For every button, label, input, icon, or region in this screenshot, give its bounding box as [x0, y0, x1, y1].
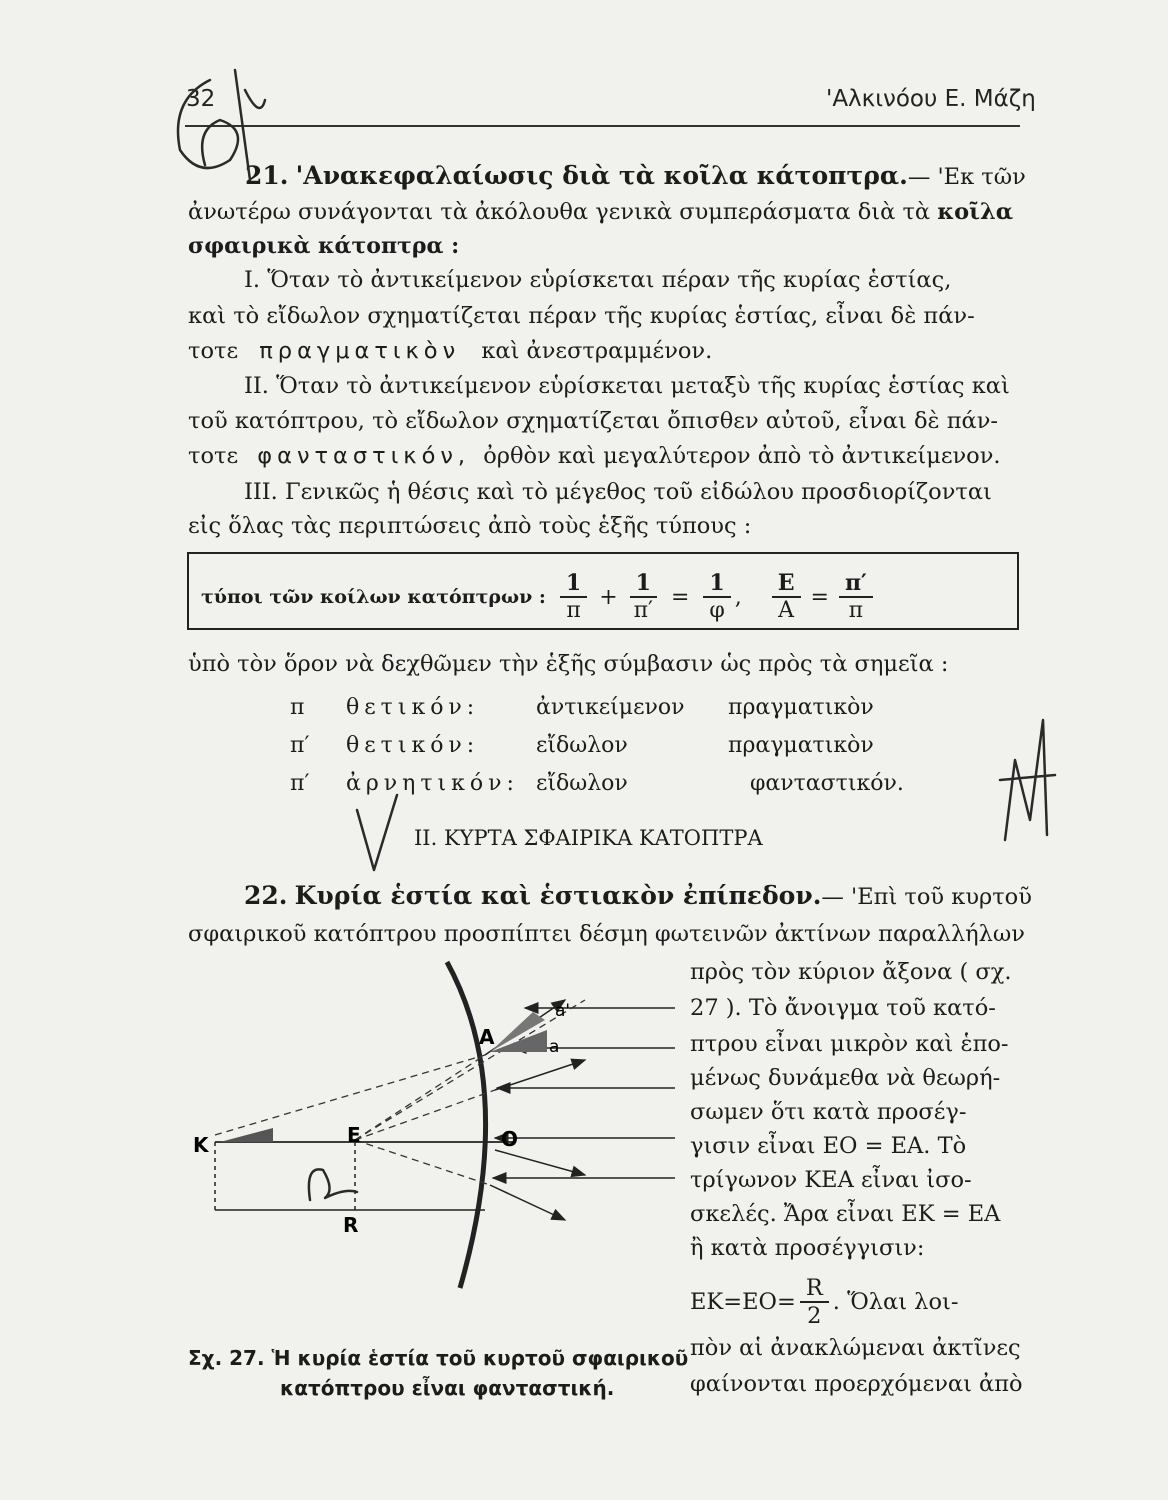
text-line: γισιν εἶναι ΕΟ = ΕΑ. Τὸ: [690, 1133, 967, 1159]
text-line: 27 ). Τὸ ἄνοιγμα τοῦ κατό-: [690, 995, 996, 1021]
numerator: 1: [560, 570, 587, 598]
section-22-intro: — 'Επὶ τοῦ κυρτοῦ: [821, 884, 1032, 910]
reflected-ray: [490, 1185, 565, 1220]
mirror-arc: [447, 962, 486, 1288]
figure-caption-line-2: κατόπτρου εἶναι φανταστική.: [280, 1376, 615, 1400]
figure-caption-line-1: Σχ. 27. Ἡ κυρία ἑστία τοῦ κυρτοῦ σφαιρικοῦ: [188, 1346, 689, 1370]
paragraph-2-line-2: τοῦ κατόπτρου, τὸ εἴδωλον σχηματίζεται ὄπισθεν αὐτοῦ, εἶναι δὲ πάν-: [188, 408, 998, 434]
handwritten-scribble-top-left: [150, 60, 270, 200]
denominator: π: [848, 598, 864, 623]
p2-text-a: τοτε: [188, 443, 239, 469]
what: ἀντικείμενον: [536, 694, 685, 720]
formula-label: τύποι τῶν κοίλων κατόπτρων :: [201, 586, 546, 608]
kind: πραγματικὸν: [728, 732, 874, 758]
label-alpha: a: [549, 1037, 560, 1057]
p1-text-a: τοτε: [188, 338, 239, 364]
paragraph-1-line-2: καὶ τὸ εἴδωλον σχηματίζεται πέραν τῆς κυρίας ἑστίας, εἶναι δὲ πάν-: [188, 303, 975, 329]
text-line: σκελές. Ἄρα εἶναι ΕΚ = ΕΑ: [690, 1201, 1001, 1227]
numerator: 1: [703, 570, 730, 598]
handwritten-mark: [309, 1169, 357, 1200]
section-ii-title: II. ΚΥΡΤΑ ΣΦΑΙΡΙΚΑ ΚΑΤΟΠΤΡΑ: [414, 826, 763, 850]
figure-27-convex-mirror: [185, 960, 685, 1290]
text-line: πὸν αἱ ἀνακλώμεναι ἀκτῖνες: [690, 1335, 1021, 1361]
reflected-ray: [495, 1150, 585, 1175]
handwritten-mark-right: [995, 700, 1065, 860]
sign: θετικόν:: [346, 732, 480, 758]
denominator: π′: [633, 598, 654, 623]
p2-text-c: ὀρθὸν καὶ μεγαλύτερον ἀπὸ τὸ ἀντικείμενον.: [483, 443, 1001, 469]
section-21-intro-l1: — 'Εκ τῶν: [907, 164, 1026, 190]
label-alpha-prime: a': [555, 1001, 571, 1021]
label-K: K: [193, 1133, 209, 1157]
fraction-R-over-2: [800, 1275, 829, 1329]
fraction-E-over-A: [772, 570, 801, 624]
label-E: E: [347, 1123, 361, 1147]
reflected-ray: [495, 1060, 585, 1090]
denominator: 2: [807, 1303, 822, 1329]
text-line: σωμεν ὅτι κατὰ προσέγ-: [690, 1099, 967, 1125]
virtual-extension: [355, 1090, 495, 1140]
paragraph-1-line-3: [188, 335, 712, 367]
symbol: π′: [290, 770, 310, 796]
denominator: A: [778, 598, 795, 623]
fraction-pi-prime-over-pi: [839, 570, 873, 624]
intro-text: ἀνωτέρω συνάγονται τὰ ἀκόλουθα γενικὰ συμπεράσματα διὰ τὰ: [188, 199, 931, 225]
section-21-heading: [245, 160, 1026, 193]
plus-sign: +: [599, 584, 618, 610]
text-line: ἢ κατὰ προσέγγισιν:: [690, 1235, 925, 1261]
symbol: π′: [290, 732, 310, 758]
virtual-extension: [355, 1140, 490, 1185]
section-22-number: 22.: [244, 881, 288, 910]
ek-formula: ΕΚ=ΕΟ=: [690, 1289, 796, 1315]
equals-sign: =: [810, 584, 829, 610]
sign: ἀρνητικόν:: [346, 770, 519, 796]
virtual-extension: [355, 1055, 485, 1140]
what: εἴδωλον: [536, 770, 628, 796]
formula-box: [187, 552, 1019, 630]
section-22-line-2: σφαιρικοῦ κατόπτρου προσπίπτει δέσμη φωτεινῶν ἀκτίνων παραλλήλων: [188, 921, 1025, 947]
convention-intro: ὑπὸ τὸν ὅρον νὰ δεχθῶμεν τὴν ἑξῆς σύμβασιν ὡς πρὸς τὰ σημεῖα :: [188, 651, 949, 677]
fraction-1-over-pi-prime: [630, 570, 657, 624]
numerator: E: [772, 570, 801, 598]
paragraph-2-line-3: [188, 440, 1001, 472]
table-row: [290, 726, 904, 764]
text-line: μένως δυνάμεθα νὰ θεωρή-: [690, 1065, 1001, 1091]
equals-sign: =: [670, 584, 690, 610]
section-21-line-2: [188, 196, 1013, 228]
header-rule: [185, 125, 1020, 127]
denominator: π: [566, 598, 581, 623]
page-number: 32: [186, 86, 216, 112]
p2-spaced-virtual: φανταστικόν,: [257, 443, 471, 469]
ek-formula-line: [690, 1272, 1020, 1332]
paragraph-1-line-1: I. Ὅταν τὸ ἀντικείμενον εὑρίσκεται πέραν τῆς κυρίας ἑστίας,: [244, 267, 952, 293]
fraction-1-over-phi: [703, 570, 730, 624]
label-A: A: [479, 1025, 495, 1049]
numerator: 1: [630, 570, 657, 598]
what: εἴδωλον: [536, 732, 628, 758]
text-line: πτρου εἶναι μικρὸν καὶ ἑπο-: [690, 1031, 1009, 1057]
section-21-number: 21.: [245, 161, 289, 190]
section-21-line-3: σφαιρικὰ κάτοπτρα :: [188, 233, 460, 259]
comma: ,: [734, 584, 742, 610]
handwritten-check: [352, 790, 402, 880]
sign-convention-table: [290, 688, 904, 802]
label-R: R: [343, 1213, 359, 1237]
paragraph-3-line-2: εἰς ὅλας τὰς περιπτώσεις ἀπὸ τοὺς ἑξῆς τύπους :: [188, 513, 752, 539]
paragraph-2-line-1: II. Ὅταν τὸ ἀντικείμενον εὑρίσκεται μεταξὺ τῆς κυρίας ἑστίας καὶ: [244, 373, 1010, 399]
angle-mark-K: [220, 1128, 273, 1142]
numerator: R: [800, 1275, 829, 1303]
after-formula-text: . Ὅλαι λοι-: [832, 1289, 959, 1315]
denominator: φ: [709, 598, 725, 623]
fraction-1-over-pi: [560, 570, 587, 624]
paragraph-3-line-1: III. Γενικῶς ἡ θέσις καὶ τὸ μέγεθος τοῦ εἰδώλου προσδιορίζονται: [244, 479, 992, 505]
section-22-heading: [244, 880, 1032, 913]
label-O: O: [501, 1127, 519, 1151]
kind: φανταστικόν.: [750, 770, 904, 796]
text-line: φαίνονται προερχόμεναι ἀπὸ: [690, 1371, 1023, 1397]
section-21-title: 'Ανακεφαλαίωσις διὰ τὰ κοῖλα κάτοπτρα.: [295, 161, 908, 190]
right-column-text: [690, 956, 1023, 1404]
symbol: π: [290, 694, 305, 720]
intro-bold-word: κοῖλα: [937, 199, 1014, 225]
text-line: πρὸς τὸν κύριον ἄξονα ( σχ.: [690, 959, 1012, 985]
sign: θετικόν:: [346, 694, 480, 720]
kind: πραγματικὸν: [728, 694, 874, 720]
p1-spaced-real: πραγματικὸν: [259, 338, 461, 364]
numerator: π′: [839, 570, 873, 598]
section-22-title: Κυρία ἑστία καὶ ἑστιακὸν ἐπίπεδον.: [294, 881, 822, 910]
p1-text-c: καὶ ἀνεστραμμένον.: [481, 338, 713, 364]
running-header-author: 'Αλκινόου Ε. Μάζη: [826, 86, 1036, 112]
text-line: τρίγωνον ΚΕΑ εἶναι ἰσο-: [690, 1167, 972, 1193]
table-row: [290, 688, 904, 726]
